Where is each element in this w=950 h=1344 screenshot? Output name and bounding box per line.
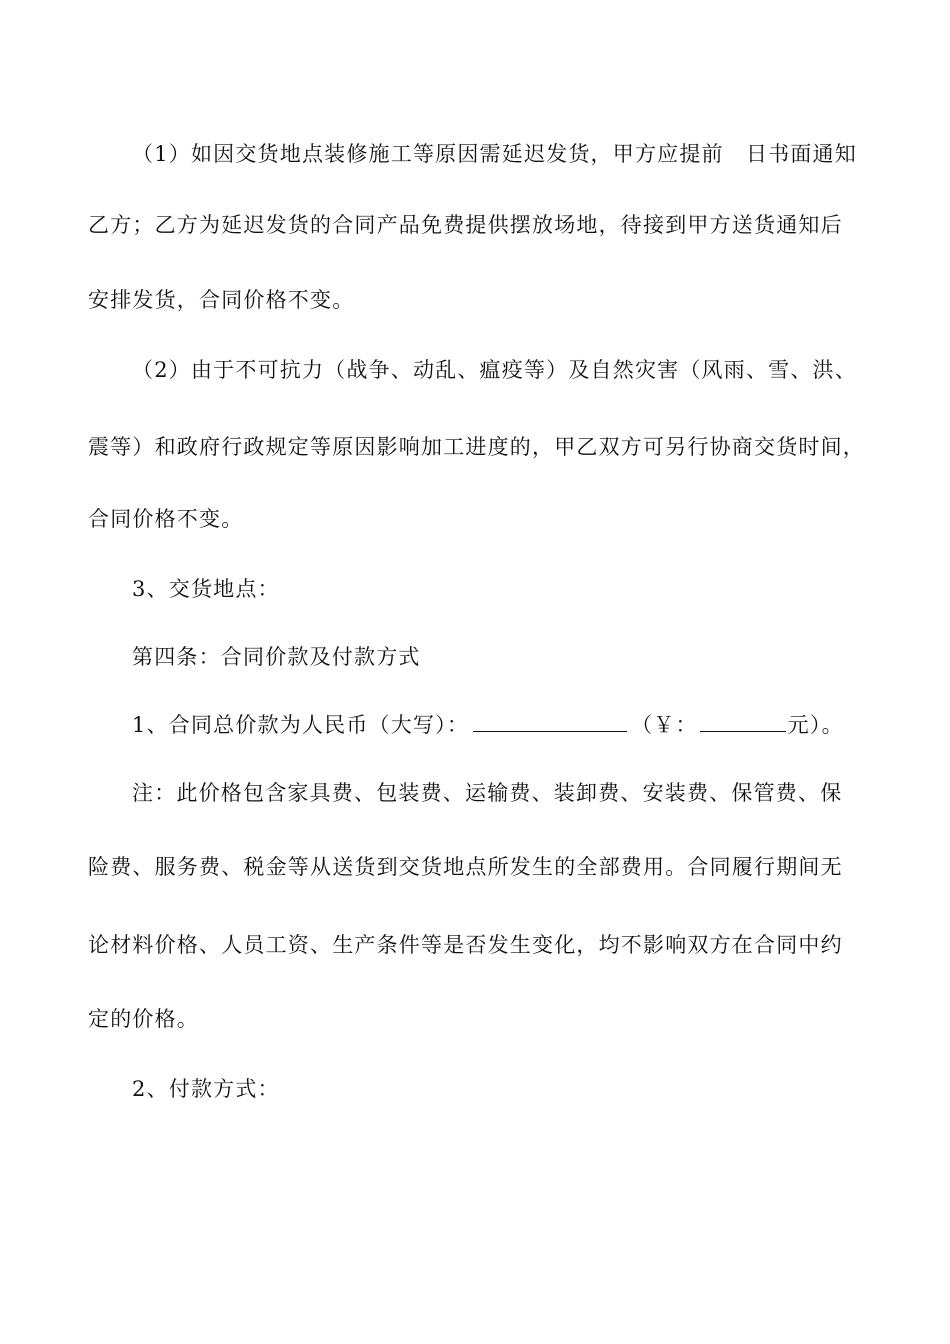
article-four-heading: 第四条：合同价款及付款方式 bbox=[132, 645, 421, 669]
paragraph-1-line-1: （1）如因交货地点装修施工等原因需延迟发货，甲方应提前 日书面通知 bbox=[132, 142, 857, 166]
paragraph-2-line-3: 合同价格不变。 bbox=[88, 507, 244, 531]
note-line-1: 注：此价格包含家具费、包装费、运输费、装卸费、安装费、保管费、保 bbox=[132, 781, 843, 805]
total-price-suffix: 元）。 bbox=[787, 713, 844, 737]
amount-in-figures-blank bbox=[700, 711, 786, 732]
delivery-place-line: 3、交货地点： bbox=[132, 577, 280, 601]
note-line-4: 定的价格。 bbox=[88, 1007, 199, 1031]
payment-method-line: 2、付款方式： bbox=[132, 1077, 280, 1101]
note-line-3: 论材料价格、人员工资、生产条件等是否发生变化，均不影响双方在合同中约 bbox=[88, 933, 843, 957]
paragraph-1-line-2: 乙方；乙方为延迟发货的合同产品免费提供摆放场地，待接到甲方送货通知后 bbox=[88, 213, 843, 237]
paragraph-2-line-1: （2）由于不可抗力（战争、动乱、瘟疫等）及自然灾害（风雨、雪、洪、 bbox=[132, 358, 857, 382]
amount-in-words-blank bbox=[473, 711, 627, 732]
paragraph-1-line-3: 安排发货，合同价格不变。 bbox=[88, 288, 355, 312]
total-price-prefix: 1、合同总价款为人民币（大写）： bbox=[132, 713, 470, 737]
note-line-2: 险费、服务费、税金等从送货到交货地点所发生的全部费用。合同履行期间无 bbox=[88, 855, 843, 879]
total-price-line bbox=[132, 710, 844, 740]
total-price-middle: （￥： bbox=[631, 713, 698, 737]
paragraph-2-line-2: 震等）和政府行政规定等原因影响加工进度的，甲乙双方可另行协商交货时间， bbox=[88, 435, 865, 459]
